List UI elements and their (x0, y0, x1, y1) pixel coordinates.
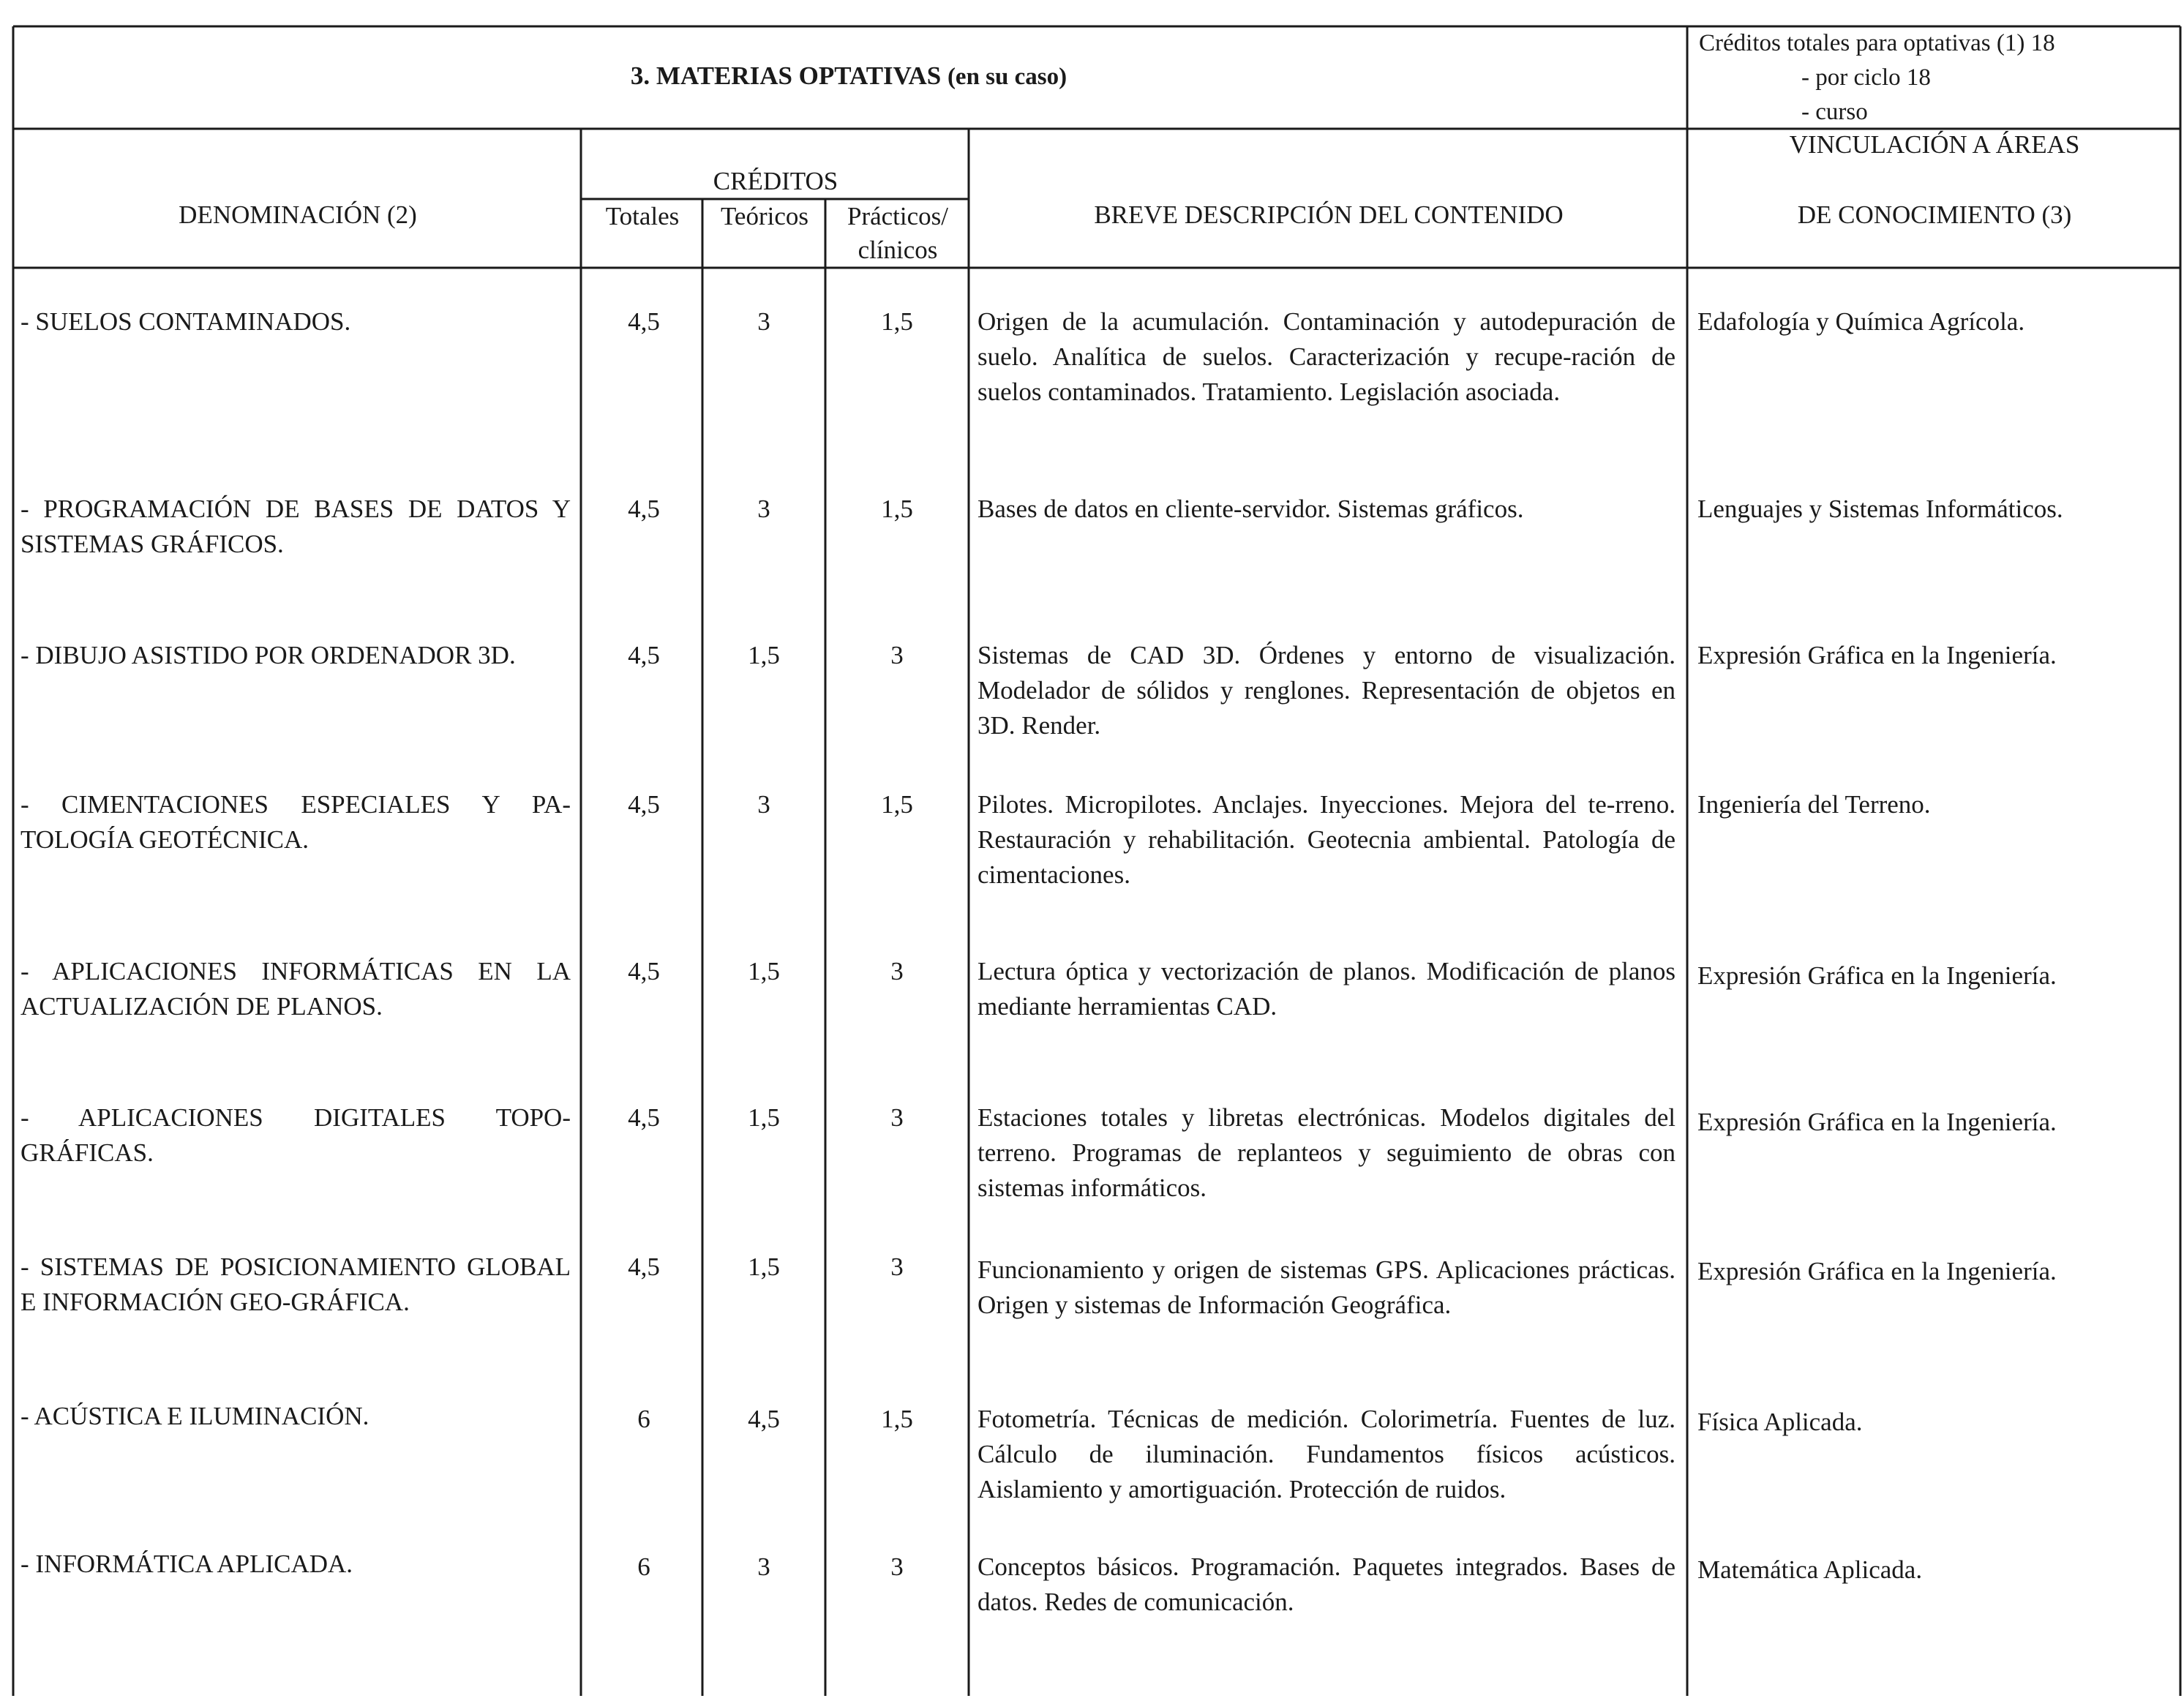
row-totales: 4,5 (628, 495, 660, 523)
header-teoricos: Teóricos (720, 202, 808, 230)
row-description: Funcionamiento y origen de sistemas GPS. Aplicaciones prácticas. Origen y sistemas de Información Geográfica. (977, 1255, 1675, 1319)
row-teoricos: 3 (757, 307, 770, 336)
row-area: Expresión Gráfica en la Ingeniería. (1697, 641, 2057, 669)
row-totales: 4,5 (628, 1103, 660, 1132)
row-area: Expresión Gráfica en la Ingeniería. (1697, 1108, 2057, 1136)
row-practicos: 1,5 (881, 1405, 913, 1433)
row-area: Matemática Aplicada. (1697, 1555, 1923, 1584)
row-totales: 4,5 (628, 307, 660, 336)
row-practicos: 1,5 (881, 495, 913, 523)
row-practicos: 3 (890, 1103, 904, 1132)
row-name: - CIMENTACIONES ESPECIALES Y PA-TOLOGÍA GEOTÉCNICA. (20, 790, 571, 854)
header-vinculacion: VINCULACIÓN A ÁREAS (1789, 130, 2080, 159)
row-description: Lectura óptica y vectorización de planos. Modificación de planos mediante herramientas CAD. (977, 957, 1675, 1021)
row-name: - SUELOS CONTAMINADOS. (20, 307, 351, 336)
header-totales: Totales (605, 202, 680, 230)
row-totales: 6 (637, 1405, 650, 1433)
credit-per-cycle: - por ciclo 18 (1801, 64, 1931, 91)
header-denominacion: DENOMINACIÓN (2) (179, 200, 417, 229)
header-conocimiento: DE CONOCIMIENTO (3) (1797, 200, 2072, 229)
row-teoricos: 3 (757, 1552, 770, 1581)
row-description: Sistemas de CAD 3D. Órdenes y entorno de visualización. Modelador de sólidos y renglones. Representación de objetos en 3D. Render. (977, 641, 1675, 740)
row-name: - ACÚSTICA E ILUMINACIÓN. (20, 1402, 369, 1430)
row-area: Expresión Gráfica en la Ingeniería. (1697, 961, 2057, 990)
row-name: - DIBUJO ASISTIDO POR ORDENADOR 3D. (20, 641, 516, 669)
row-totales: 4,5 (628, 957, 660, 985)
row-description: Origen de la acumulación. Contaminación y autodepuración de suelo. Analítica de suelos. Caracterización y recupe-ración de suelos contaminados. Tratamiento. Legislación asociada. (977, 307, 1675, 406)
credit-per-course: - curso (1801, 99, 1868, 125)
row-practicos: 3 (890, 641, 904, 669)
row-practicos: 1,5 (881, 790, 913, 819)
row-area: Ingeniería del Terreno. (1697, 790, 1931, 819)
row-description: Estaciones totales y libretas electrónicas. Modelos digitales del terreno. Programas de replanteos y seguimiento de obras con sistemas informáticos. (977, 1103, 1675, 1202)
row-area: Expresión Gráfica en la Ingeniería. (1697, 1257, 2057, 1285)
table-title-main: 3. MATERIAS OPTATIVAS (630, 61, 942, 90)
row-name: - APLICACIONES INFORMÁTICAS EN LA ACTUALIZACIÓN DE PLANOS. (20, 957, 571, 1021)
header-creditos: CRÉDITOS (713, 167, 838, 195)
row-description: Bases de datos en cliente-servidor. Sistemas gráficos. (977, 495, 1524, 523)
row-practicos: 1,5 (881, 307, 913, 336)
row-practicos: 3 (890, 1552, 904, 1581)
row-teoricos: 4,5 (748, 1405, 780, 1433)
row-area: Física Aplicada. (1697, 1408, 1863, 1436)
row-practicos: 3 (890, 957, 904, 985)
row-teoricos: 3 (757, 495, 770, 523)
row-name: - PROGRAMACIÓN DE BASES DE DATOS Y SISTEMAS GRÁFICOS. (20, 495, 571, 558)
row-teoricos: 1,5 (748, 1103, 780, 1132)
row-name: - APLICACIONES DIGITALES TOPO-GRÁFICAS. (20, 1103, 571, 1167)
credit-totals-line: Créditos totales para optativas (1) 18 (1699, 30, 2055, 56)
row-teoricos: 1,5 (748, 1253, 780, 1281)
row-totales: 4,5 (628, 641, 660, 669)
row-name: - SISTEMAS DE POSICIONAMIENTO GLOBAL E INFORMACIÓN GEO-GRÁFICA. (20, 1253, 571, 1316)
credit-totals (1699, 26, 2174, 129)
header-practicos: Prácticos/ (847, 202, 949, 230)
row-description: Pilotes. Micropilotes. Anclajes. Inyecciones. Mejora del te-rreno. Restauración y rehabilitación. Geotecnia ambiental. Patología de cimentaciones. (977, 790, 1675, 889)
row-totales: 4,5 (628, 790, 660, 819)
row-name: - INFORMÁTICA APLICADA. (20, 1550, 353, 1578)
row-practicos: 3 (890, 1253, 904, 1281)
row-teoricos: 1,5 (748, 957, 780, 985)
row-area: Edafología y Química Agrícola. (1697, 307, 2025, 336)
row-totales: 4,5 (628, 1253, 660, 1281)
header-descripcion: BREVE DESCRIPCIÓN DEL CONTENIDO (1094, 200, 1564, 229)
row-totales: 6 (637, 1552, 650, 1581)
row-area: Lenguajes y Sistemas Informáticos. (1697, 495, 2063, 523)
row-description: Conceptos básicos. Programación. Paquetes integrados. Bases de datos. Redes de comunicación. (977, 1552, 1675, 1616)
header-clinicos: clínicos (858, 236, 938, 264)
row-teoricos: 3 (757, 790, 770, 819)
row-teoricos: 1,5 (748, 641, 780, 669)
table-title (15, 59, 1683, 94)
row-description: Fotometría. Técnicas de medición. Colorimetría. Fuentes de luz. Cálculo de iluminación. Fundamentos físicos acústicos. Aislamiento y amortiguación. Protección de ruidos. (977, 1405, 1675, 1503)
table-title-qualifier: (en su caso) (947, 64, 1067, 90)
